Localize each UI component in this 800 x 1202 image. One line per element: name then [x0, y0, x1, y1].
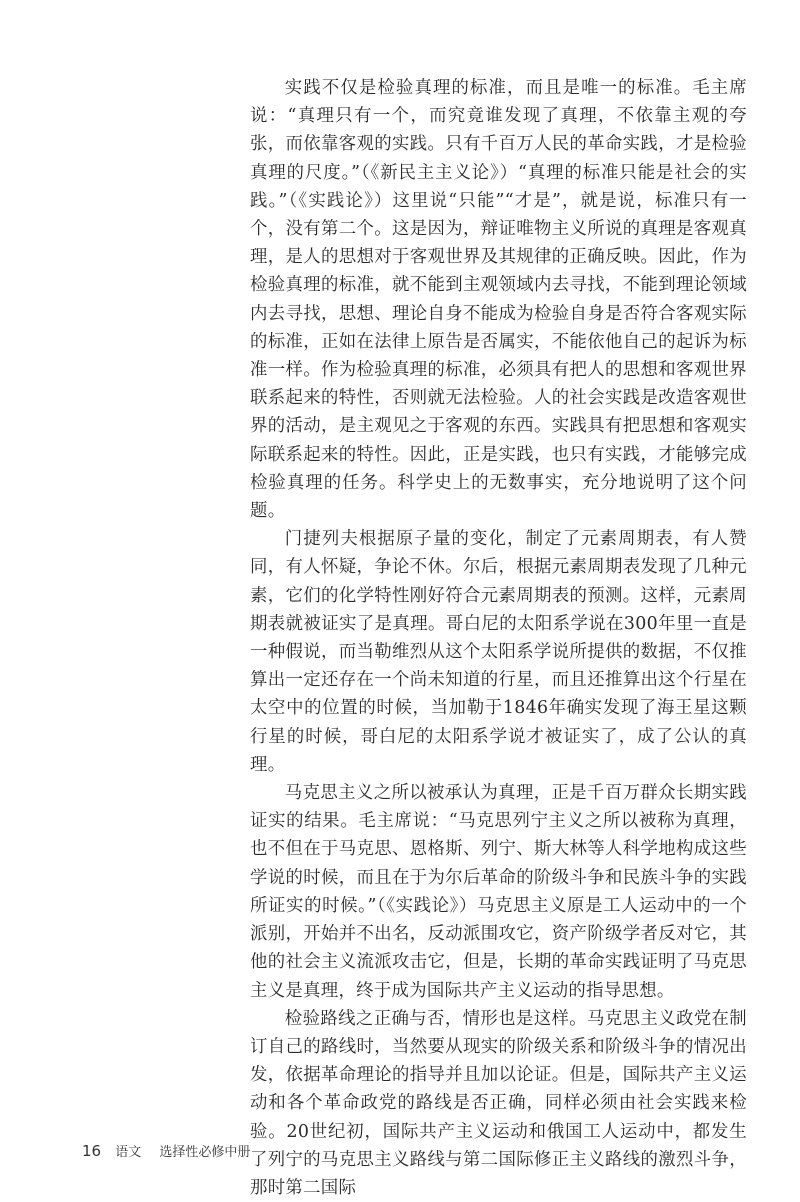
- paragraph-3: 马克思主义之所以被承认为真理，正是千百万群众长期实践证实的结果。毛主席说：“马克思列宁主义之所以被称为真理，也不但在于马克思、恩格斯、列宁、斯大林等人科学地构成这些学说的时候，而且在于为尔后革命的阶级斗争和民族斗争的实践所证实的时候。”（《实践论》）马克思主义原是工人运动中的一个派别，开始并不出名，反动派围攻它，资产阶级学者反对它，其他的社会主义流派攻击它，但是，长期的革命实践证明了马克思主义是真理，终于成为国际共产主义运动的指导思想。: [250, 783, 747, 1001]
- page-number: 16: [82, 1142, 102, 1160]
- paragraph-4: 检验路线之正确与否，情形也是这样。马克思主义政党在制订自己的路线时，当然要从现实的阶级关系和阶级斗争的情况出发，依据革命理论的指导并且加以论证。但是，国际共产主义运动和各个革命政党的路线是否正确，同样必须由社会实践来检验。20世纪初，国际共产主义运动和俄国工人运动中，都发生了列宁的马克思主义路线与第二国际修正主义路线的激烈斗争，那时第二国际: [250, 1008, 747, 1198]
- paragraph-2: 门捷列夫根据原子量的变化，制定了元素周期表，有人赞同，有人怀疑，争论不休。尔后，根据元素周期表发现了几种元素，它们的化学特性刚好符合元素周期表的预测。这样，元素周期表就被证实了是真理。哥白尼的太阳系学说在300年里一直是一种假说，而当勒维烈从这个太阳系学说所提供的数据，不仅推算出一定还存在一个尚未知道的行星，而且还推算出这个行星在太空中的位置的时候，当加勒于1846年确实发现了海王星这颗行星的时候，哥白尼的太阳系学说才被证实了，成了公认的真理。: [250, 529, 747, 775]
- page-footer: [82, 1141, 250, 1160]
- paragraph-1: 实践不仅是检验真理的标准，而且是唯一的标准。毛主席说：“真理只有一个，而究竟谁发现了真理，不依靠主观的夸张，而依靠客观的实践。只有千百万人民的革命实践，才是检验真理的尺度。”（《新民主主义论》）“真理的标准只能是社会的实践。”（《实践论》）这里说“只能”“才是”，就是说，标准只有一个，没有第二个。这是因为，辩证唯物主义所说的真理是客观真理，是人的思想对于客观世界及其规律的正确反映。因此，作为检验真理的标准，就不能到主观领域内去寻找，不能到理论领域内去寻找，思想、理论自身不能成为检验自身是否符合客观实际的标准，正如在法律上原告是否属实，不能依他自己的起诉为标准一样。作为检验真理的标准，必须具有把人的思想和客观世界联系起来的特性，否则就无法检验。人的社会实践是改造客观世界的活动，是主观见之于客观的东西。实践具有把思想和客观实际联系起来的特性。因此，正是实践，也只有实践，才能够完成检验真理的任务。科学史上的无数事实，充分地说明了这个问题。: [250, 78, 747, 522]
- volume-label: 选择性必修中册: [159, 1145, 251, 1160]
- page-body: [250, 74, 747, 1202]
- subject-label: 语文: [115, 1145, 142, 1160]
